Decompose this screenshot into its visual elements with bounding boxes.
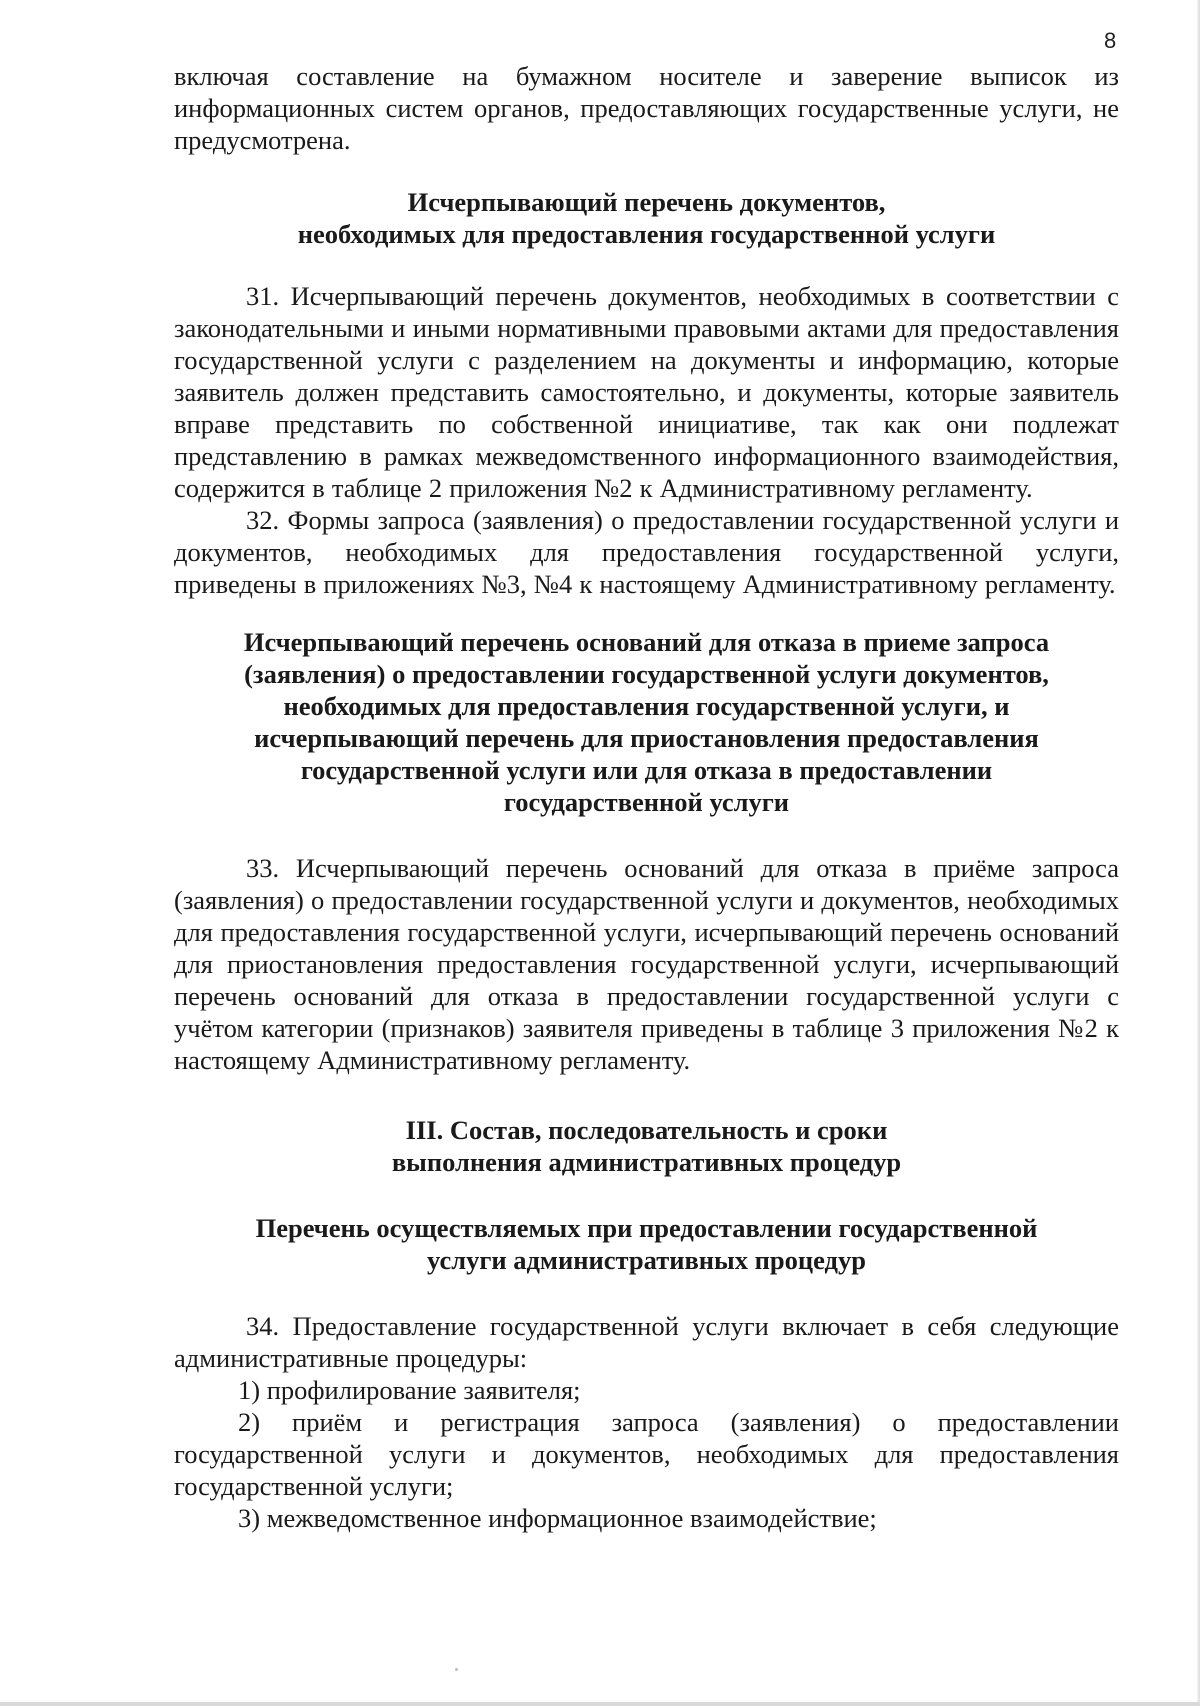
heading-line: Перечень осуществляемых при предоставлении государственной [255,1213,1038,1243]
paragraph-34: 34. Предоставление государственной услуги включает в себя следующие административные процедуры: [174,1311,1119,1373]
heading-line: Исчерпывающий перечень оснований для отказа в приеме запроса [243,627,1050,657]
heading-line: необходимых для предоставления государственной услуги, и [283,691,1010,721]
heading-line: необходимых для предоставления государственной услуги [297,219,996,249]
heading-line: государственной услуги или для отказа в предоставлении [300,755,993,785]
heading-line: услуги административных процедур [427,1245,866,1275]
list-item: 2) приём и регистрация запроса (заявления) о предоставлении государственной услуги и документов, необходимых для предоставления государственной услуги; [174,1407,1119,1501]
paragraph-33: 33. Исчерпывающий перечень оснований для отказа в приёме запроса (заявления) о предоставлении государственной услуги и документов, необходимых для предоставления государственной услуги, исчерпывающий перечень оснований для приостановления предоставления государственной услуги, исчерпывающий перечень оснований для отказа в предоставлении государственной услуги с учётом категории (признаков) заявителя приведены в таблице 3 приложения №2 к настоящему Административному регламенту. [174,853,1119,1075]
heading-line: Исчерпывающий перечень документов, [407,187,886,217]
page-content [174,60,1119,1534]
heading-procedures-list [174,1212,1119,1276]
heading-line: выполнения административных процедур [391,1147,902,1177]
heading-documents-list [174,186,1119,250]
page-number: 8 [1104,28,1117,53]
list-item: 3) межведомственное информационное взаимодействие; [238,1503,877,1533]
paragraph-32: 32. Формы запроса (заявления) о предоставлении государственной услуги и документов, необходимых для предоставления государственной услуги, приведены в приложениях №3, №4 к настоящему Административному регламенту. [174,505,1119,599]
heading-line: государственной услуги [503,787,790,817]
intro-paragraph: включая составление на бумажном носителе и заверение выписок из информационных систем органов, предоставляющих государственные услуги, не предусмотрена. [174,61,1119,155]
heading-refusal-grounds [174,626,1119,818]
scan-bottom-edge [0,1702,1200,1706]
heading-line: III. Состав, последовательность и сроки [405,1115,888,1145]
list-item: 1) профилирование заявителя; [238,1375,581,1405]
heading-line: (заявления) о предоставлении государственной услуги документов, [244,659,1049,689]
heading-line: исчерпывающий перечень для приостановления предоставления [254,723,1039,753]
scan-speck [455,1668,458,1671]
paragraph-31: 31. Исчерпывающий перечень документов, необходимых в соответствии с законодательными и иными нормативными правовыми актами для предоставления государственной услуги с разделением на документы и информацию, которые заявитель должен представить самостоятельно, и документы, которые заявитель вправе представить по собственной инициативе, так как они подлежат представлению в рамках межведомственного информационного взаимодействия, содержится в таблице 2 приложения №2 к Административному регламенту. [174,281,1119,503]
heading-section-iii [174,1114,1119,1178]
